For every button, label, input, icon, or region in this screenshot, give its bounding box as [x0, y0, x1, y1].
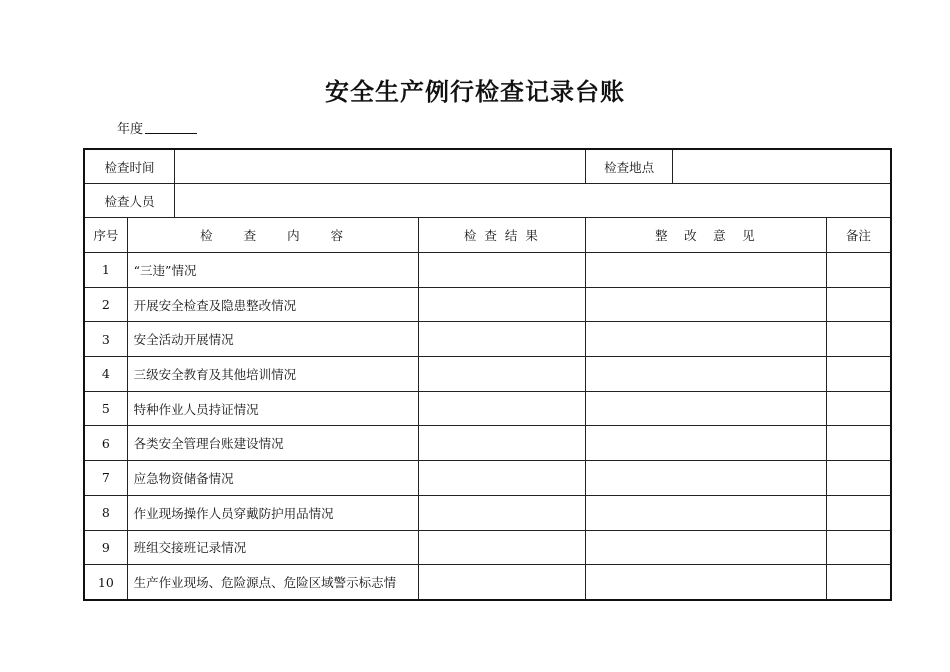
- check-time-field[interactable]: [174, 149, 585, 184]
- inspectors-row: [84, 184, 891, 218]
- table-row: [84, 530, 891, 565]
- table-row: [84, 287, 891, 322]
- rectify-cell[interactable]: [586, 426, 827, 461]
- check-time-label: 检查时间: [84, 149, 174, 184]
- inspection-ledger-table: [83, 148, 892, 601]
- row-index: 1: [84, 253, 127, 288]
- remark-header: 备注: [826, 218, 891, 253]
- remark-cell[interactable]: [826, 426, 891, 461]
- rectify-cell[interactable]: [586, 253, 827, 288]
- result-cell[interactable]: [418, 530, 586, 565]
- result-cell[interactable]: [418, 357, 586, 392]
- row-item: 作业现场操作人员穿戴防护用品情况: [127, 495, 418, 530]
- remark-cell[interactable]: [826, 391, 891, 426]
- check-time-row: [84, 149, 891, 184]
- result-cell[interactable]: [418, 461, 586, 496]
- table-row: [84, 426, 891, 461]
- row-index: 5: [84, 391, 127, 426]
- content-header: 检 查 内 容: [127, 218, 418, 253]
- row-index: 7: [84, 461, 127, 496]
- row-item: 安全活动开展情况: [127, 322, 418, 357]
- result-cell[interactable]: [418, 426, 586, 461]
- rectify-cell[interactable]: [586, 565, 827, 600]
- table-header-row: [84, 218, 891, 253]
- year-label: 年度: [117, 122, 144, 137]
- row-item: 特种作业人员持证情况: [127, 391, 418, 426]
- index-header: 序号: [84, 218, 127, 253]
- row-index: 10: [84, 565, 127, 600]
- remark-cell[interactable]: [826, 565, 891, 600]
- rectify-cell[interactable]: [586, 287, 827, 322]
- rectify-cell[interactable]: [586, 530, 827, 565]
- rectify-cell[interactable]: [586, 357, 827, 392]
- table-row: [84, 322, 891, 357]
- rectify-cell[interactable]: [586, 495, 827, 530]
- table-row: [84, 495, 891, 530]
- row-index: 3: [84, 322, 127, 357]
- remark-cell[interactable]: [826, 322, 891, 357]
- row-item: “三违”情况: [127, 253, 418, 288]
- table-row: [84, 357, 891, 392]
- row-item: 三级安全教育及其他培训情况: [127, 357, 418, 392]
- remark-cell[interactable]: [826, 357, 891, 392]
- row-item: 生产作业现场、危险源点、危险区域警示标志情: [127, 565, 418, 600]
- remark-cell[interactable]: [826, 461, 891, 496]
- result-cell[interactable]: [418, 495, 586, 530]
- table-row: [84, 565, 891, 600]
- rectify-cell[interactable]: [586, 461, 827, 496]
- result-header: 检 查 结 果: [418, 218, 586, 253]
- check-location-label: 检查地点: [586, 150, 673, 183]
- rectify-cell[interactable]: [586, 322, 827, 357]
- remark-cell[interactable]: [826, 495, 891, 530]
- row-item: 各类安全管理台账建设情况: [127, 426, 418, 461]
- row-item: 开展安全检查及隐患整改情况: [127, 287, 418, 322]
- inspectors-field[interactable]: [174, 184, 891, 218]
- result-cell[interactable]: [418, 391, 586, 426]
- check-location-field[interactable]: [673, 150, 890, 183]
- table-row: [84, 253, 891, 288]
- result-cell[interactable]: [418, 253, 586, 288]
- row-index: 8: [84, 495, 127, 530]
- rectify-header: 整 改 意 见: [586, 218, 827, 253]
- year-blank-line[interactable]: [145, 133, 197, 134]
- remark-cell[interactable]: [826, 530, 891, 565]
- inspectors-label: 检查人员: [84, 184, 174, 218]
- result-cell[interactable]: [418, 322, 586, 357]
- result-cell[interactable]: [418, 565, 586, 600]
- table-row: [84, 461, 891, 496]
- page-title: 安全生产例行检查记录台账: [325, 78, 625, 106]
- result-cell[interactable]: [418, 287, 586, 322]
- row-index: 6: [84, 426, 127, 461]
- remark-cell[interactable]: [826, 253, 891, 288]
- row-item: 应急物资储备情况: [127, 461, 418, 496]
- row-item: 班组交接班记录情况: [127, 530, 418, 565]
- row-index: 9: [84, 530, 127, 565]
- rectify-cell[interactable]: [586, 391, 827, 426]
- row-index: 2: [84, 287, 127, 322]
- table-row: [84, 391, 891, 426]
- row-index: 4: [84, 357, 127, 392]
- remark-cell[interactable]: [826, 287, 891, 322]
